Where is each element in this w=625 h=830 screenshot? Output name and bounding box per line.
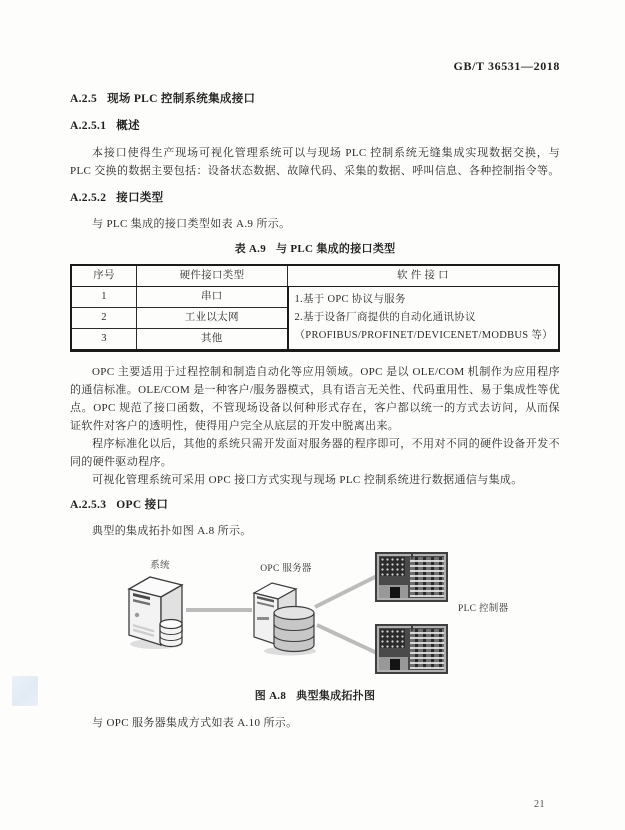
system-label: 系统 [150,561,170,571]
plc-terminal-strips [410,557,444,597]
opc-server-label: OPC 服务器 [260,564,312,574]
paragraph-visual-system: 可视化管理系统可采用 OPC 接口方式实现与现场 PLC 控制系统进行数据通信与集成。 [92,474,523,486]
paragraph-table-ref: 与 PLC 集成的接口类型如表 A.9 所示。 [92,218,291,230]
paragraph-standardization: 程序标准化以后，其他的系统只需开发面对服务器的程序即可，不用对不同的硬件设备开发不同的硬件驱动程序。 [70,438,560,468]
standard-code: GB/T 36531—2018 [453,59,560,73]
cell-no: 1 [71,287,137,308]
heading-number: A.2.5.3 [70,499,107,511]
plc-notch [411,624,413,631]
heading-title: 接口类型 [116,192,164,204]
heading-a251 [70,119,560,133]
figure-caption-label: 图 A.8 [254,690,287,702]
plc-notch [411,552,413,559]
table-caption-label: 表 A.9 [234,243,267,255]
heading-a253 [70,498,560,512]
page-content [70,92,560,732]
plc-controller-label: PLC 控制器 [458,604,509,614]
page-number: 21 [534,799,545,810]
software-line: 1.基于 OPC 协议与服务 [294,294,406,305]
header-cell-no: 序号 [71,265,137,287]
heading-title: OPC 接口 [116,499,169,511]
plc-terminal-strips [410,629,444,669]
opc-server-icon [250,579,318,659]
cell-hw: 其他 [137,329,288,351]
watermark-stamp [12,676,38,706]
heading-number: A.2.5 [70,93,98,105]
figure-caption-title: 典型集成拓扑图 [296,690,376,702]
plc-module [380,557,405,576]
paragraph-table-a10-ref: 与 OPC 服务器集成方式如表 A.10 所示。 [92,717,298,729]
heading-title: 概述 [116,120,140,132]
plc-module [380,629,405,648]
software-line: 2.基于设备厂商提供的自动化通讯协议（PROFIBUS/PROFINET/DEVICENET/MODBUS 等） [294,312,553,341]
paragraph-figure-ref: 典型的集成拓扑如图 A.8 所示。 [92,525,252,537]
cell-hw: 工业以太网 [137,308,288,329]
cell-hw: 串口 [137,287,288,308]
heading-title: 现场 PLC 控制系统集成接口 [107,93,256,105]
heading-number: A.2.5.1 [70,120,107,132]
paragraph-overview: 本接口使得生产现场可视化管理系统可以与现场 PLC 控制系统无缝集成实现数据交换，与 PLC 交换的数据主要包括：设备状态数据、故障代码、采集的数据、呼叫信息、各种控制指令等。 [70,147,560,177]
figure-a8-caption [70,689,560,703]
figure-a8-diagram [70,548,560,682]
table-a9-caption [70,242,560,256]
paragraph-opc-intro: OPC 主要适用于过程控制和制造自动化等应用领域。OPC 是以 OLE/COM 机制作为应用程序的通信标准。OLE/COM 是一种客户/服务器模式，具有语言无关性、代码重用性、易于集成性等优点。OPC 规范了接口函数，不管现场设备以何种形式存在，客户都以统一的方式去访问，从而保证软件对客户的透明性，使得用户完全从底层的开发中脱离出来。 [70,366,560,432]
table-a9 [70,264,560,352]
plc-relay-block [390,659,400,670]
plc-device-icon-bottom [375,624,448,674]
cell-software-merged [288,287,560,351]
table-row [71,287,559,308]
plc-device-icon-top [375,552,448,602]
heading-a252 [70,191,560,205]
table-header-row [71,265,559,287]
cell-no: 2 [71,308,137,329]
heading-number: A.2.5.2 [70,192,107,204]
plc-relay-block [390,587,400,598]
cell-no: 3 [71,329,137,351]
table-caption-title: 与 PLC 集成的接口类型 [276,243,396,255]
header-cell-hw: 硬件接口类型 [137,265,288,287]
heading-a25 [70,92,560,106]
header-cell-sw: 软 件 接 口 [288,265,560,287]
system-server-icon [124,572,188,652]
